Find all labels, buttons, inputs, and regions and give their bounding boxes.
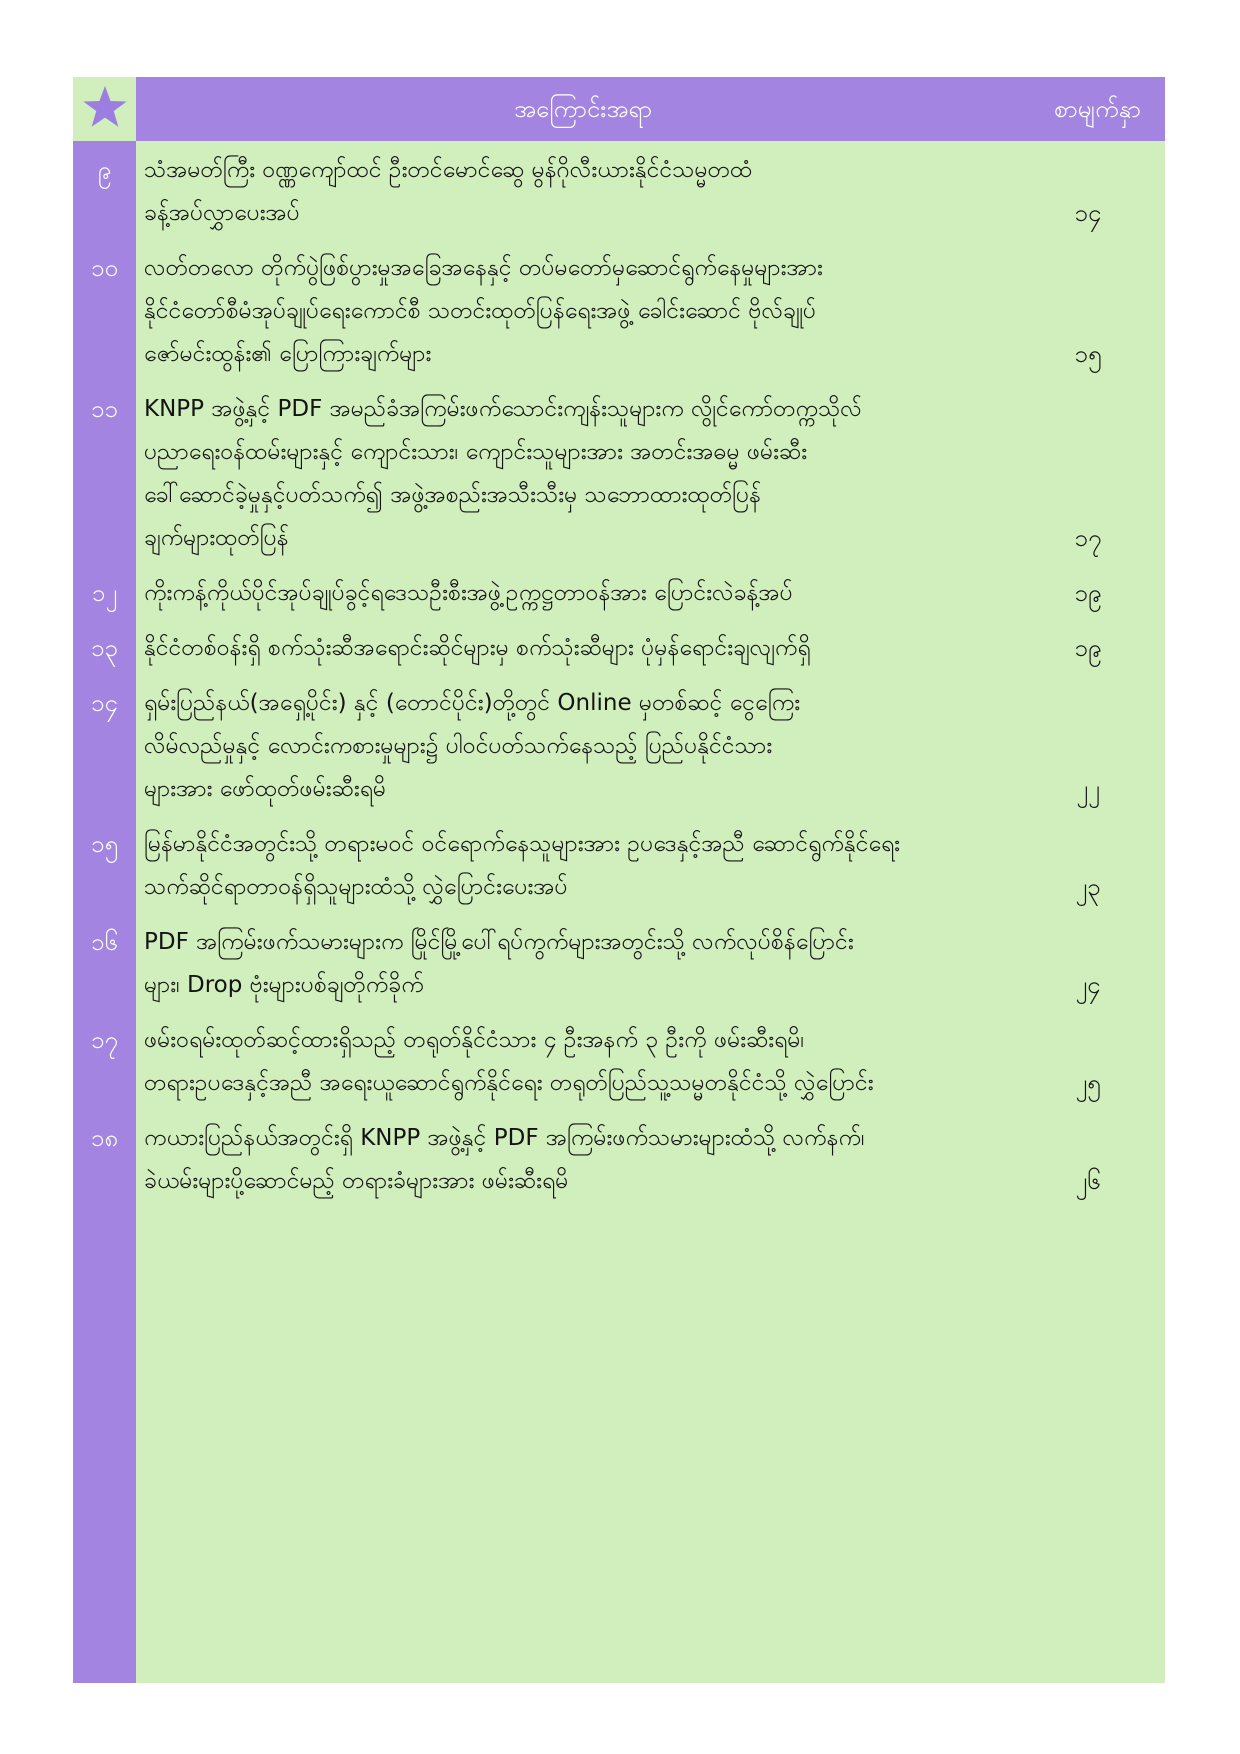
entry-title-line: များအား ဖော်ထုတ်ဖမ်းဆီးရမိ	[144, 776, 387, 802]
entry-title-line: ချက်များထုတ်ပြန်	[144, 525, 289, 551]
entry-number: ၉	[97, 156, 112, 184]
toc-entry	[73, 921, 1165, 1007]
entry-title-line: နိုင်ငံတော်စီမံအုပ်ချုပ်ရေးကောင်စီ သတင်းထုတ်ပြန်ရေးအဖွဲ့ ခေါင်းဆောင် ဗိုလ်ချုပ်	[144, 298, 817, 324]
entry-number: ၁၈	[90, 1124, 119, 1152]
entry-title	[136, 149, 1026, 235]
entry-page-number: ၂၄	[1075, 971, 1101, 999]
entry-page-number: ၂၂	[1076, 775, 1100, 803]
entry-page-number: ၁၅	[1074, 340, 1102, 368]
entry-title-line: သက်ဆိုင်ရာတာဝန်ရှိသူများထံသို့ လွှဲပြောင်းပေးအပ်	[144, 874, 568, 900]
toc-entry	[73, 388, 1165, 560]
entry-title-line: ဖမ်းဝရမ်းထုတ်ဆင့်ထားရှိသည့် တရုတ်နိုင်ငံသား ၄ ဦးအနက် ၃ ဦးကို ဖမ်းဆီးရမိ၊	[144, 1027, 805, 1053]
entry-title-line: ကယားပြည်နယ်အတွင်းရှိ KNPP အဖွဲ့နှင့် PDF အကြမ်းဖက်သမားများထံသို့ လက်နက်၊	[144, 1125, 865, 1151]
entry-title-line: KNPP အဖွဲ့နှင့် PDF အမည်ခံအကြမ်းဖက်သောင်းကျန်းသူများက လွိုင်ကော်တက္ကသိုလ်	[144, 396, 862, 422]
toc-entry	[73, 682, 1165, 811]
toc-entry	[73, 1117, 1165, 1203]
toc-entry	[73, 247, 1165, 376]
entry-number: ၁၅	[91, 830, 118, 858]
entry-title-line: သံအမတ်ကြီး ဝဏ္ဏကျော်ထင် ဦးတင်မောင်ဆွေ မွန်ဂိုလီးယားနိုင်ငံသမ္မတထံ	[144, 157, 753, 183]
toc-entry	[73, 823, 1165, 909]
entry-page-number: ၁၄	[1074, 199, 1102, 227]
entry-number: ၁၇	[91, 1026, 118, 1054]
entry-page-number: ၁၉	[1074, 579, 1102, 607]
page-column-heading: စာမျက်နှာ	[1054, 95, 1141, 123]
entry-title-line: ခဲယမ်းများပို့ဆောင်မည့် တရားခံများအား ဖမ်းဆီးရမိ	[144, 1168, 569, 1194]
contents-heading: အကြောင်းအရာ	[514, 95, 652, 123]
entry-title	[136, 1019, 1026, 1105]
entry-title-line: တရားဥပဒေနှင့်အညီ အရေးယူဆောင်ရွက်နိုင်ရေး တရုတ်ပြည်သူ့သမ္မတနိုင်ငံသို့ လွှဲပြောင်း	[144, 1070, 874, 1096]
header-bar	[136, 77, 1165, 141]
entry-number: ၁၃	[91, 634, 118, 662]
entry-title-line: မြန်မာနိုင်ငံအတွင်းသို့ တရားမဝင် ဝင်ရောက်နေသူများအား ဥပဒေနှင့်အညီ ဆောင်ရွက်နိုင်ရေး	[144, 831, 901, 857]
table-of-contents	[73, 77, 1165, 1683]
toc-entry	[73, 627, 1165, 670]
entry-page-number: ၁၉	[1074, 634, 1102, 662]
entry-title-line: ကိုးကန့်ကိုယ်ပိုင်အုပ်ချုပ်ခွင့်ရဒေသဦးစီးအဖွဲ့ဥက္ကဋ္ဌတာဝန်အား ပြောင်းလဲခန့်အပ်	[144, 580, 793, 606]
entry-title-line: ရှမ်းပြည်နယ်(အရှေ့ပိုင်း) နှင့် (တောင်ပိုင်း)တို့တွင် Online မှတစ်ဆင့် ငွေကြေး	[144, 690, 801, 716]
entry-title-line: ခန့်အပ်လွှာပေးအပ်	[144, 200, 300, 226]
entry-title	[136, 682, 1026, 811]
entry-title-line: နိုင်ငံတစ်ဝန်းရှိ စက်သုံးဆီအရောင်းဆိုင်များမှ စက်သုံးဆီများ ပုံမှန်ရောင်းချလျက်ရှိ	[144, 635, 811, 661]
entry-title-line: ခေါ်ဆောင်ခဲ့မှုနှင့်ပတ်သက်၍ အဖွဲ့အစည်းအသီးသီးမှ သဘောထားထုတ်ပြန်	[144, 482, 762, 508]
entry-title-line: လိမ်လည်မှုနှင့် လောင်းကစားမှုများ၌ ပါဝင်ပတ်သက်နေသည့် ပြည်ပနိုင်ငံသား	[144, 733, 773, 759]
entry-title	[136, 627, 1026, 670]
entry-title	[136, 388, 1026, 560]
entry-page-number: ၂၃	[1075, 873, 1101, 901]
toc-entries	[73, 149, 1165, 1215]
star-cell	[73, 77, 136, 141]
entry-title	[136, 921, 1026, 1007]
entry-page-number: ၂၅	[1075, 1069, 1101, 1097]
entry-number: ၁၆	[91, 928, 118, 956]
entry-title-line: ပညာရေးဝန်ထမ်းများနှင့် ကျောင်းသား၊ ကျောင်းသူများအား အတင်းအဓမ္မ ဖမ်းဆီး	[144, 439, 808, 465]
toc-entry	[73, 1019, 1165, 1105]
entry-title-line: ဇော်မင်းထွန်း၏ ပြောကြားချက်များ	[144, 341, 432, 367]
entry-title	[136, 823, 1026, 909]
entry-number: ၁၄	[91, 689, 118, 717]
entry-title-line: PDF အကြမ်းဖက်သမားများက မြိုင်မြို့ပေါ်ရပ်ကွက်များအတွင်းသို့ လက်လုပ်စိန်ပြောင်း	[144, 929, 854, 955]
star-icon	[82, 84, 128, 134]
entry-page-number: ၁၇	[1074, 524, 1102, 552]
entry-title	[136, 1117, 1026, 1203]
entry-number: ၁၁	[91, 395, 118, 423]
toc-entry	[73, 149, 1165, 235]
entry-title	[136, 572, 1026, 615]
entry-title-line: များ၊ Drop ဗုံးများပစ်ချတိုက်ခိုက်	[144, 972, 424, 998]
entry-page-number: ၂၆	[1075, 1167, 1101, 1195]
entry-number: ၁၂	[91, 579, 118, 607]
toc-entry	[73, 572, 1165, 615]
toc-header	[73, 77, 1165, 141]
entry-title-line: လတ်တလော တိုက်ပွဲဖြစ်ပွားမှုအခြေအနေနှင့် တပ်မတော်မှဆောင်ရွက်နေမှုများအား	[144, 255, 823, 281]
entry-number: ၁၀	[91, 254, 118, 282]
entry-title	[136, 247, 1026, 376]
